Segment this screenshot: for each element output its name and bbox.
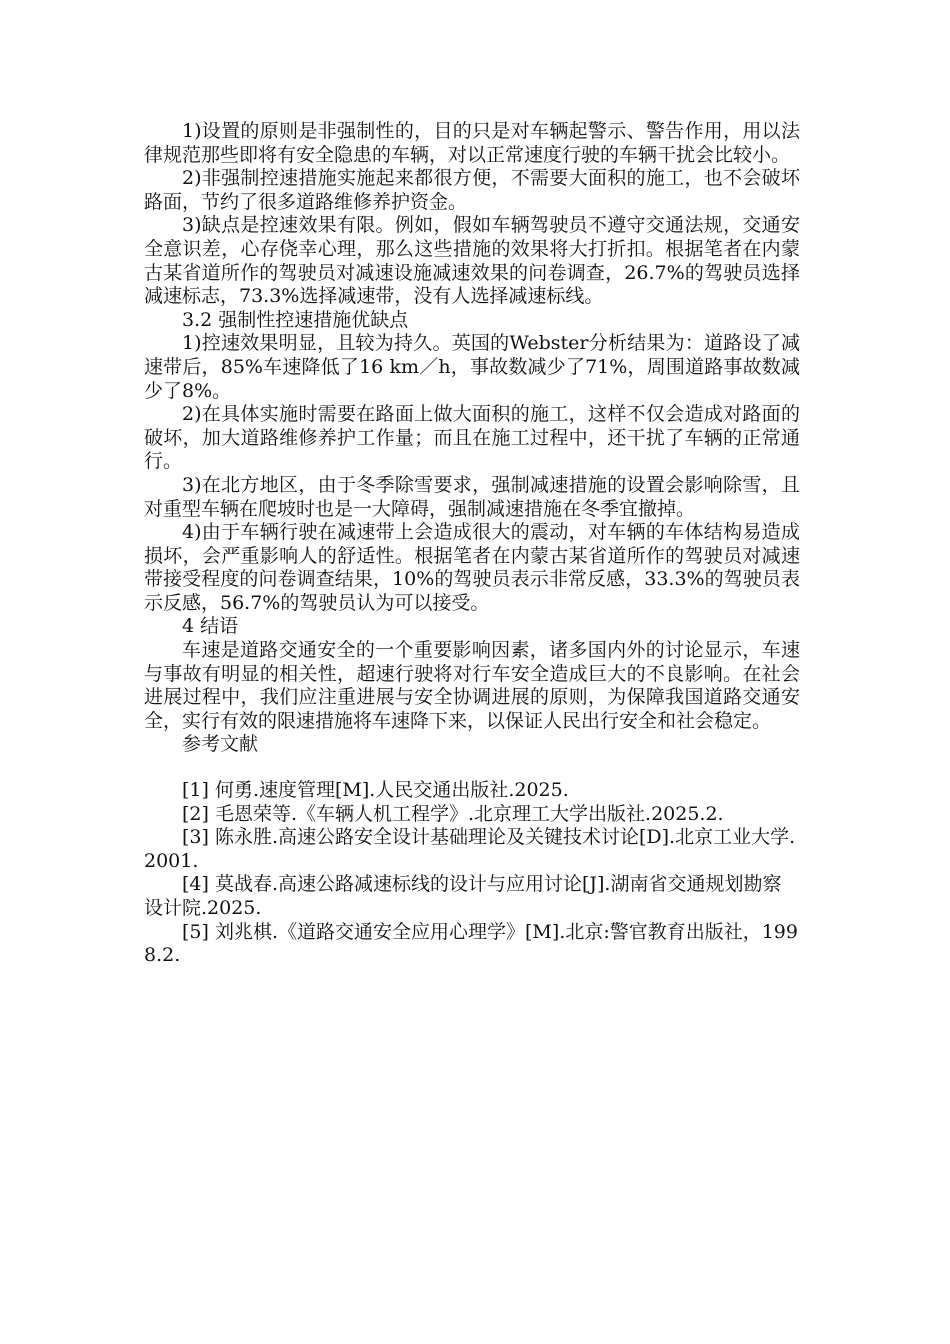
paragraph-3-1-3: 3)缺点是控速效果有限。例如，假如车辆驾驶员不遵守交通法规，交通安全意识差，心存侥幸心理，那么这些措施的效果将大打折扣。根据笔者在内蒙古某省道所作的驾驶员对减速设施减速效果的问卷调查，26.7%的驾驶员选择减速标志，73.3%选择减速带，没有人选择减速标线。	[144, 214, 800, 308]
reference-item: [5] 刘兆棋.《道路交通安全应用心理学》[M].北京:警官教育出版社，1998.2.	[144, 920, 798, 967]
paragraph-4-1: 车速是道路交通安全的一个重要影响因素，诸多国内外的讨论显示，车速与事故有明显的相关性，超速行驶将对行车安全造成巨大的不良影响。在社会进展过程中，我们应注重进展与安全协调进展的原则，为保障我国道路交通安全，实行有效的限速措施将车速降下来，以保证人民出行安全和社会稳定。	[144, 639, 800, 732]
paragraph-3-2-1: 1)控速效果明显，且较为持久。英国的Webster分析结果为：道路设了减速带后，85%车速降低了16 km／h，事故数减少了71%，周围道路事故数减少了8%。	[144, 332, 800, 402]
references-list	[144, 779, 800, 968]
paragraph-3-1-1: 1)设置的原则是非强制性的，目的只是对车辆起警示、警告作用，用以法律规范那些即将有安全隐患的车辆，对以正常速度行驶的车辆干扰会比较小。	[144, 120, 800, 166]
reference-item: [4] 莫战春.高速公路减速标线的设计与应用讨论[J].湖南省交通规划勘察设计院.2025.	[144, 873, 782, 919]
paragraph-3-1-2: 2)非强制控速措施实施起来都很方便，不需要大面积的施工，也不会破坏路面，节约了很多道路维修养护资金。	[144, 167, 800, 213]
paragraph-3-2-3: 3)在北方地区，由于冬季除雪要求，强制减速措施的设置会影响除雪，且对重型车辆在爬坡时也是一大障碍，强制减速措施在冬季宜撤掉。	[144, 473, 800, 520]
section-heading-4: 4 结语	[182, 615, 239, 638]
paragraph-3-2-2: 2)在具体实施时需要在路面上做大面积的施工，这样不仅会造成对路面的破坏，加大道路维修养护工作量；而且在施工过程中，还干扰了车辆的正常通行。	[144, 403, 800, 473]
reference-item: [1] 何勇.速度管理[M].人民交通出版社.2025.	[182, 779, 569, 802]
document-page	[144, 120, 800, 968]
section-heading-3-2: 3.2 强制性控速措施优缺点	[182, 308, 409, 331]
reference-item: [3] 陈永胜.高速公路安全设计基础理论及关键技术讨论[D].北京工业大学.2001.	[144, 826, 796, 872]
paragraph-3-2-4: 4)由于车辆行驶在减速带上会造成很大的震动，对车辆的车体结构易造成损坏，会严重影响人的舒适性。根据笔者在内蒙古某省道所作的驾驶员对减速带接受程度的问卷调查结果，10%的驾驶员表示非常反感，33.3%的驾驶员表示反感，56.7%的驾驶员认为可以接受。	[144, 521, 800, 614]
reference-item: [2] 毛恩荣等.《车辆人机工程学》.北京理工大学出版社.2025.2.	[182, 802, 724, 825]
references-title: 参考文献	[182, 733, 259, 756]
